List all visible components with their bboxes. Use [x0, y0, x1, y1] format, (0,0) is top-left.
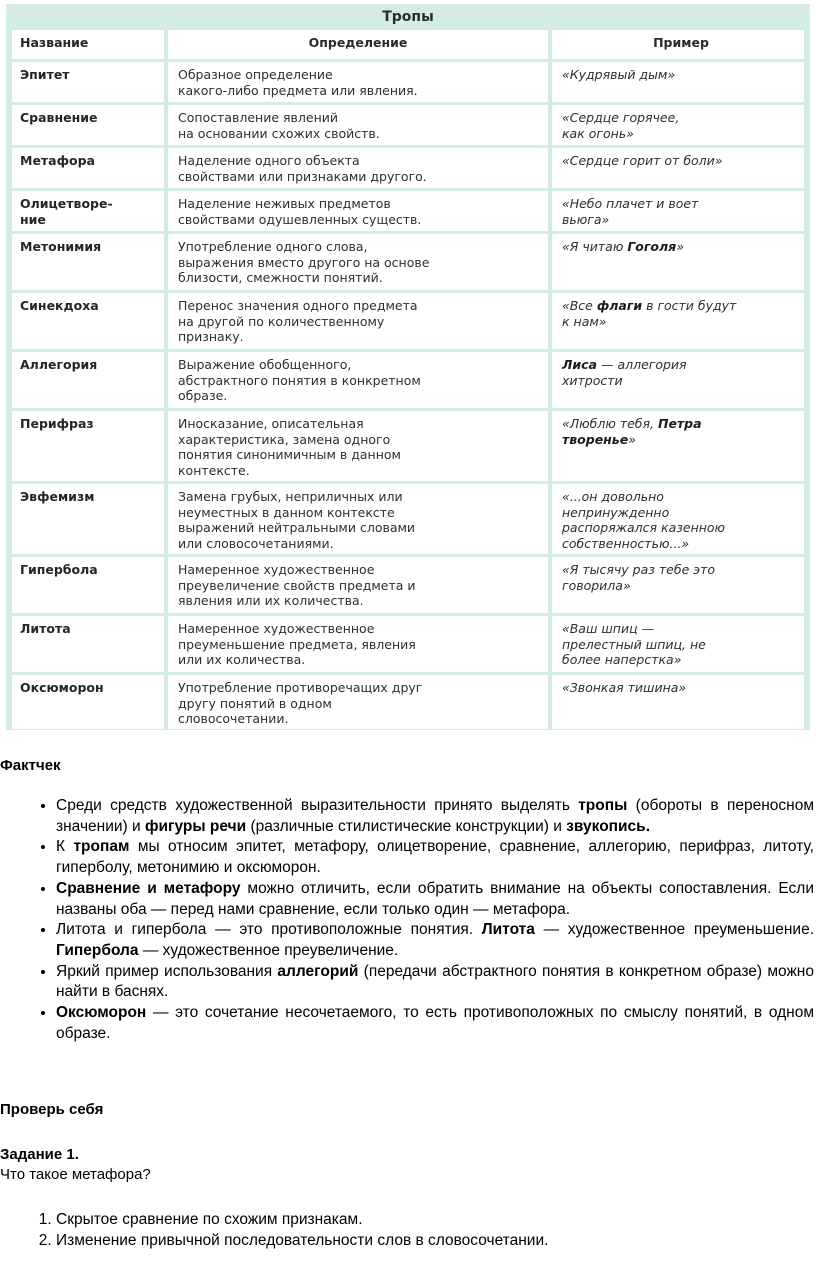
text-run: более наперстка» — [562, 652, 682, 667]
text-run: «Я тысячу раз тебе это — [562, 562, 716, 577]
bold-text: Гоголя — [627, 239, 677, 254]
text-run: «Ваш шпиц — — [562, 621, 655, 636]
bold-text: фигуры речи — [144, 817, 247, 835]
bold-text: творенье — [562, 431, 629, 447]
header-example: Пример — [552, 30, 804, 59]
bold-text: аллегорий — [277, 962, 359, 980]
trope-definition — [168, 484, 548, 554]
definition-line: другу понятий в одном — [178, 695, 332, 711]
trope-definition — [168, 293, 548, 349]
text-run: «Звонкая тишина» — [562, 680, 687, 695]
fact-item — [56, 796, 814, 837]
definition-line: Наделение неживых предметов — [178, 196, 391, 211]
tropes-table — [6, 4, 810, 730]
text-run: можно отличить, если обратить внимание на объекты сопоставления. Если названы оба — перед нами сравнение, если только один — метафора. — [56, 879, 815, 918]
trope-example — [552, 234, 804, 290]
definition-line: контексте. — [178, 462, 250, 478]
example-line — [562, 562, 798, 578]
fact-item — [56, 962, 814, 1003]
factcheck-list — [24, 796, 814, 1044]
text-run: «...он довольно — [562, 489, 664, 504]
trope-name: Метафора — [12, 148, 164, 188]
header-definition: Определение — [168, 30, 548, 59]
check-title: Проверь себя — [0, 1101, 104, 1118]
example-line — [562, 357, 798, 373]
bold-text: Сравнение и метафору — [56, 879, 241, 897]
bold-text: флаги — [596, 298, 643, 313]
trope-name: Эвфемизм — [12, 484, 164, 554]
text-run: — это сочетание несочетаемого, то есть противоположных по смыслу понятий, в одном образе. — [56, 1004, 814, 1042]
definition-line: Намеренное художественное — [178, 621, 375, 636]
trope-example — [552, 191, 804, 231]
example-line — [562, 416, 798, 432]
example-line — [562, 637, 798, 653]
definition-line: Перенос значения одного предмета — [178, 298, 418, 313]
definition-line: словосочетании. — [178, 711, 289, 726]
factcheck-title: Фактчек — [0, 757, 61, 774]
example-line — [562, 520, 798, 536]
bold-text: Лиса — [562, 357, 597, 372]
trope-name: Перифраз — [12, 411, 164, 481]
example-line — [562, 196, 798, 212]
text-run: — художественное преувеличение. — [138, 941, 399, 959]
definition-line: Иносказание, описательная — [178, 416, 364, 431]
tropes-header-row — [12, 30, 804, 59]
bold-text: Гипербола — [56, 941, 139, 959]
fact-item — [56, 837, 814, 878]
example-line — [562, 67, 798, 83]
example-line — [562, 314, 798, 330]
trope-example — [552, 293, 804, 349]
fact-item — [56, 920, 814, 961]
definition-line: какого-либо предмета или явления. — [178, 82, 418, 98]
example-line — [562, 239, 798, 255]
trope-name: Эпитет — [12, 62, 164, 102]
definition-line: выражения вместо другого на основе — [178, 254, 430, 270]
task-title: Задание 1. — [0, 1146, 79, 1163]
trope-example — [552, 484, 804, 554]
bold-text: тропам — [73, 838, 130, 856]
definition-line: характеристика, замена одного — [178, 431, 391, 447]
text-run: «Люблю тебя, — [562, 416, 658, 431]
definition-line: Наделение одного объекта — [178, 153, 360, 168]
trope-definition — [168, 148, 548, 188]
example-line — [562, 212, 798, 228]
trope-name: Оксюморон — [12, 675, 164, 729]
definition-line: Сопоставление явлений — [178, 110, 339, 125]
definition-line: на основании схожих свойств. — [178, 125, 380, 141]
text-run: Среди средств художественной выразительности принято выделять — [56, 797, 579, 814]
definition-line: Намеренное художественное — [178, 562, 375, 577]
text-run: «Все — [562, 298, 597, 313]
definition-line: признаку. — [178, 329, 244, 344]
trope-definition — [168, 675, 548, 729]
example-line — [562, 110, 798, 126]
trope-example — [552, 411, 804, 481]
trope-name: Олицетворе- ние — [12, 191, 164, 231]
answer-option: 1. Скрытое сравнение по схожим признакам. — [56, 1210, 548, 1231]
bold-text: Литота — [481, 921, 535, 939]
definition-line: Употребление противоречащих друг — [178, 680, 423, 695]
tropes-body — [12, 62, 804, 729]
definition-line: на другой по количественному — [178, 313, 385, 329]
example-line — [562, 652, 798, 668]
definition-line: Употребление одного слова, — [178, 239, 368, 254]
definition-line: преуменьшение предмета, явления — [178, 636, 416, 652]
trope-name: Синекдоха — [12, 293, 164, 349]
text-run: мы относим эпитет, метафору, олицетворение, сравнение, аллегорию, перифраз, литоту, гиперболу, метонимию и оксюморон. — [56, 838, 814, 877]
example-line — [562, 432, 798, 448]
definition-line: или их количества. — [178, 652, 306, 667]
text-run: как огонь» — [562, 125, 634, 141]
bold-text: Оксюморон — [56, 1004, 147, 1022]
definition-line: выражений нейтральными словами — [178, 520, 416, 535]
text-run: К — [56, 838, 74, 856]
text-run: «Сердце горит от боли» — [562, 153, 723, 168]
definition-line: Выражение обобщенного, — [178, 357, 352, 372]
trope-name: Литота — [12, 616, 164, 672]
trope-definition — [168, 191, 548, 231]
trope-definition — [168, 616, 548, 672]
trope-example — [552, 105, 804, 145]
text-run: непринужденно — [562, 504, 670, 520]
text-run: (различные стилистические конструкции) и — [246, 817, 567, 835]
text-run: говорила» — [562, 577, 631, 593]
text-run: «Кудрявый дым» — [562, 67, 676, 82]
example-line — [562, 505, 798, 521]
example-line — [562, 578, 798, 594]
text-run: » — [676, 239, 684, 254]
bold-text: тропы — [578, 797, 628, 814]
trope-example — [552, 148, 804, 188]
trope-definition — [168, 62, 548, 102]
example-line — [562, 153, 798, 169]
text-run: «Небо плачет и воет — [562, 196, 699, 211]
text-run: Литота и гипербола — это противоположные понятия. — [56, 921, 482, 939]
text-run: хитрости — [562, 372, 623, 388]
answer-option: 2. Изменение привычной последовательности слов в словосочетании. — [56, 1231, 548, 1252]
definition-line: свойствами или признаками другого. — [178, 168, 427, 184]
text-run: «Я читаю — [562, 239, 628, 254]
text-run: — художественное преуменьшение. — [534, 921, 815, 939]
text-run: — аллегория — [597, 357, 687, 372]
example-line — [562, 489, 798, 505]
trope-definition — [168, 105, 548, 145]
task-question: Что такое метафора? — [0, 1166, 151, 1183]
text-run: прелестный шпиц, не — [562, 636, 706, 652]
definition-line: близости, смежности понятий. — [178, 270, 383, 285]
definition-line: неуместных в данном контексте — [178, 504, 395, 520]
example-line — [562, 621, 798, 637]
example-line — [562, 536, 798, 552]
trope-example — [552, 62, 804, 102]
text-run: вьюга» — [562, 211, 610, 227]
text-run: (передачи абстрактного понятия в конкретном образе) можно найти в баснях. — [56, 962, 814, 1001]
fact-item — [56, 1003, 814, 1044]
definition-line: или словосочетаниями. — [178, 535, 334, 551]
example-line — [562, 298, 798, 314]
trope-example — [552, 352, 804, 408]
text-run: собственностью...» — [562, 535, 690, 551]
text-run: Яркий пример использования — [56, 962, 278, 980]
trope-name: Гипербола — [12, 557, 164, 613]
trope-example — [552, 557, 804, 613]
trope-definition — [168, 557, 548, 613]
example-line — [562, 680, 798, 696]
trope-name: Аллегория — [12, 352, 164, 408]
definition-line: свойствами одушевленных существ. — [178, 211, 422, 227]
definition-line: абстрактного понятия в конкретном — [178, 372, 421, 388]
fact-item — [56, 879, 814, 920]
answer-options — [24, 1210, 548, 1251]
definition-line: преувеличение свойств предмета и — [178, 577, 416, 593]
tropes-title: Тропы — [382, 9, 434, 25]
text-run: » — [628, 431, 636, 447]
bold-text: звукопись. — [566, 817, 651, 835]
trope-definition — [168, 234, 548, 290]
trope-name: Сравнение — [12, 105, 164, 145]
bold-text: Петра — [657, 416, 702, 431]
definition-line: понятия синонимичным в данном — [178, 447, 401, 462]
definition-line: образе. — [178, 388, 228, 403]
example-line — [562, 373, 798, 389]
text-run: (обороты в переносном значении) и — [56, 797, 814, 835]
trope-name: Метонимия — [12, 234, 164, 290]
definition-line: Образное определение — [178, 67, 333, 82]
trope-example — [552, 675, 804, 729]
header-name: Название — [12, 30, 164, 59]
example-line — [562, 126, 798, 142]
text-run: к нам» — [562, 313, 607, 329]
definition-line: явления или их количества. — [178, 593, 364, 608]
text-run: распоряжался казенною — [562, 520, 726, 535]
definition-line: Замена грубых, неприличных или — [178, 489, 403, 504]
text-run: «Сердце горячее, — [562, 110, 680, 125]
trope-definition — [168, 411, 548, 481]
text-run: в гости будут — [642, 298, 737, 313]
trope-example — [552, 616, 804, 672]
trope-definition — [168, 352, 548, 408]
